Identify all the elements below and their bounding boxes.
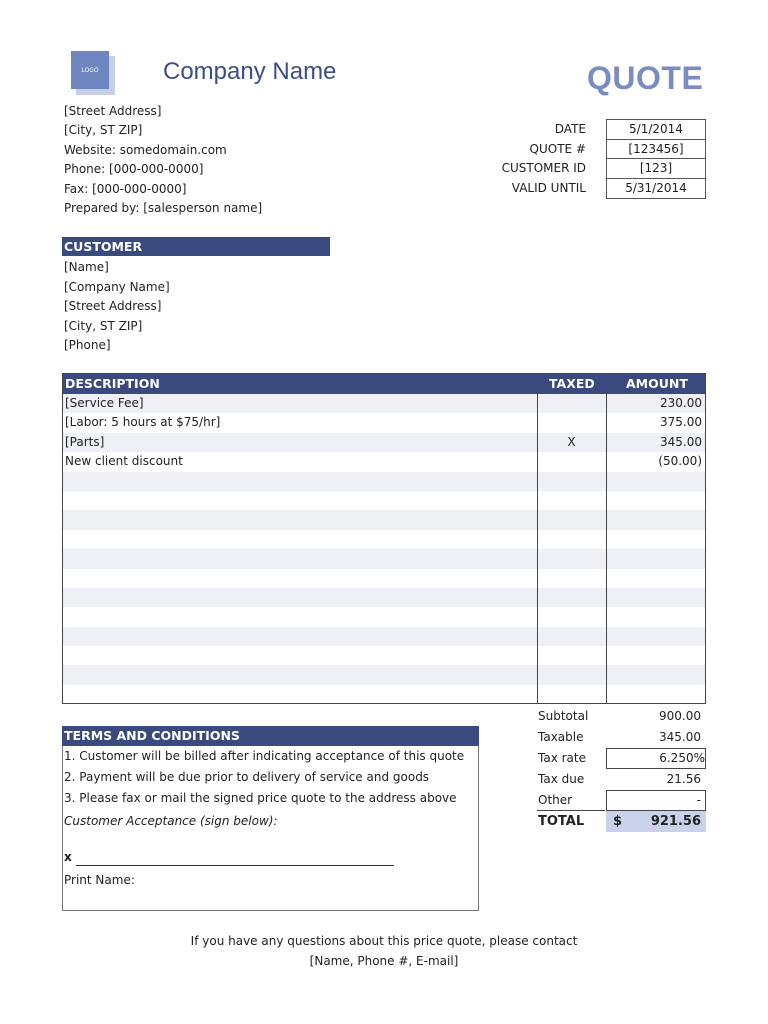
total-label: TOTAL (538, 814, 585, 829)
terms-heading: TERMS AND CONDITIONS (62, 726, 479, 746)
tax-rate-row (537, 748, 707, 769)
logo-text: LOGO (81, 66, 99, 74)
item-description[interactable]: [Service Fee] (65, 396, 144, 410)
amount-header: AMOUNT (626, 376, 688, 391)
subtotal-value: 900.00 (659, 709, 701, 723)
terms-body (64, 746, 476, 832)
signature-line[interactable] (76, 865, 394, 866)
item-description[interactable]: New client discount (65, 454, 183, 469)
footer (0, 931, 768, 971)
table-row (63, 646, 705, 665)
footer-contact: [Name, Phone #, E-mail] (309, 954, 459, 968)
footer-line-1: If you have any questions about this price quote, please contact (190, 934, 578, 948)
taxed-header: TAXED (549, 376, 595, 391)
company-fax: Fax: [000-000-0000] (64, 181, 187, 196)
item-amount[interactable]: 345.00 (660, 434, 702, 449)
table-row (63, 627, 705, 646)
prepared-by: Prepared by: [salesperson name] (64, 200, 263, 215)
table-row (63, 510, 705, 529)
other-value[interactable]: - (696, 793, 701, 807)
total-row (537, 811, 707, 832)
quote-meta-values (606, 119, 706, 199)
table-row (63, 530, 705, 549)
company-website: Website: somedomain.com (64, 142, 227, 157)
item-description[interactable]: [Parts] (65, 434, 105, 449)
tax-due-row (537, 769, 707, 790)
customer-name: [Name] (64, 260, 109, 274)
table-row (63, 665, 705, 684)
table-row (63, 433, 705, 452)
customer-phone: [Phone] (64, 338, 111, 352)
tax-due-value: 21.56 (666, 772, 701, 786)
subtotal-row (537, 706, 707, 727)
table-row (63, 588, 705, 607)
item-amount[interactable]: (50.00) (658, 454, 702, 469)
valid-until-value[interactable]: 5/31/2014 (625, 180, 687, 195)
print-name-label: Print Name: (64, 873, 135, 887)
totals-summary (537, 706, 707, 832)
customer-company: [Company Name] (64, 279, 170, 294)
acceptance-text: Customer Acceptance (sign below): (64, 814, 278, 828)
table-row (63, 472, 705, 491)
taxable-row (537, 727, 707, 748)
company-name: Company Name (163, 58, 337, 85)
description-header: DESCRIPTION (65, 376, 160, 391)
term-1: 1. Customer will be billed after indicating acceptance of this quote (64, 749, 465, 763)
customer-city: [City, ST ZIP] (64, 318, 143, 333)
table-row (63, 685, 705, 704)
quote-number-value[interactable]: [123456] (607, 140, 705, 160)
table-row (63, 394, 705, 413)
table-row (63, 569, 705, 588)
company-street: [Street Address] (64, 104, 162, 118)
customer-id-value[interactable]: [123] (607, 159, 705, 179)
table-body (63, 394, 705, 704)
terms-box (62, 726, 479, 911)
company-info (64, 102, 262, 218)
table-row (63, 452, 705, 471)
company-phone: Phone: [000-000-0000] (64, 162, 204, 177)
item-amount[interactable]: 230.00 (660, 396, 702, 410)
logo (71, 51, 109, 89)
subtotal-label: Subtotal (538, 709, 589, 723)
taxable-label: Taxable (538, 730, 584, 744)
company-city: [City, ST ZIP] (64, 123, 143, 138)
other-label: Other (538, 793, 573, 807)
term-2: 2. Payment will be due prior to delivery of service and goods (64, 770, 430, 784)
other-row (537, 790, 707, 811)
currency-symbol: $ (613, 814, 623, 829)
line-items-table (62, 373, 706, 704)
item-taxed[interactable]: X (567, 434, 576, 449)
quote-meta-labels (480, 120, 586, 198)
document-title: QUOTE (587, 60, 704, 96)
customer-heading: CUSTOMER (62, 237, 330, 256)
customer-id-label: CUSTOMER ID (501, 161, 586, 175)
date-label: DATE (554, 122, 586, 136)
date-value[interactable]: 5/1/2014 (607, 120, 705, 140)
quote-number-label: QUOTE # (529, 141, 586, 156)
item-amount[interactable]: 375.00 (660, 415, 702, 430)
table-row (63, 607, 705, 626)
other-box[interactable] (606, 790, 706, 811)
valid-until-label: VALID UNTIL (511, 180, 586, 195)
term-3: 3. Please fax or mail the signed price quote to the address above (64, 791, 457, 805)
table-row (63, 491, 705, 510)
tax-rate-label: Tax rate (538, 751, 586, 765)
taxable-value: 345.00 (659, 730, 701, 744)
column-divider (606, 394, 607, 703)
tax-rate-value[interactable]: 6.250% (659, 751, 705, 765)
table-row (63, 549, 705, 568)
column-divider (537, 394, 538, 703)
table-row (63, 413, 705, 432)
item-description[interactable]: [Labor: 5 hours at $75/hr] (65, 415, 221, 430)
total-value: 921.56 (650, 814, 701, 829)
tax-due-label: Tax due (538, 772, 585, 786)
table-header (63, 374, 705, 394)
customer-info (64, 258, 170, 356)
signature-mark: x (64, 850, 72, 864)
customer-street: [Street Address] (64, 299, 162, 313)
